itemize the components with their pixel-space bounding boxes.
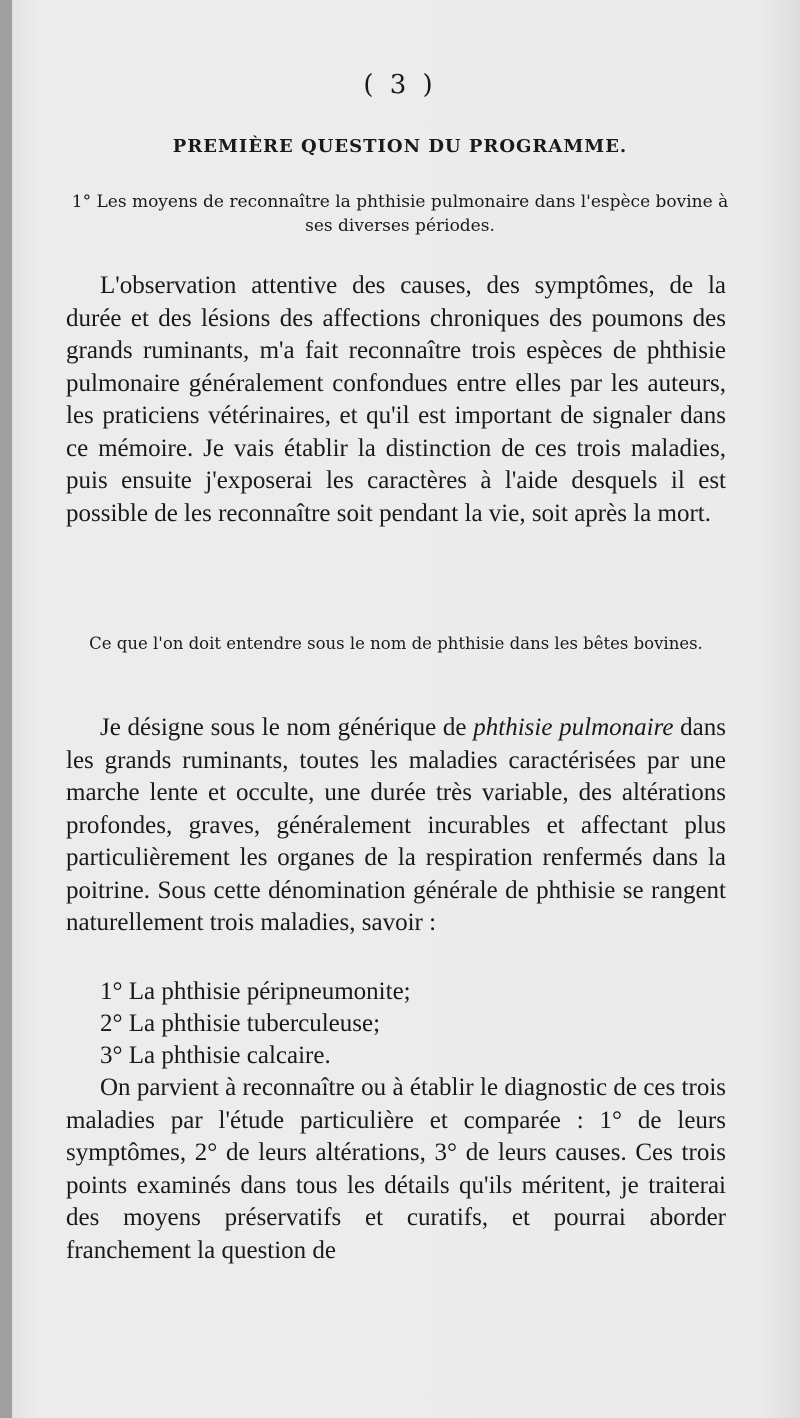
paragraph-3 [66,1072,726,1267]
list-item: 3° La phthisie calcaire. [100,1042,331,1069]
paragraph-1-text: L'observation attentive des causes, des symptômes, de la durée et des lésions des affections chroniques des poumons des grands ruminants, m'a fait reconnaître trois espèces de phthisie pulmonaire généralement confondues entre elles par les auteurs, les praticiens vétérinaires, et qu'il est important de signaler dans ce mémoire. Je vais établir la distinction de ces trois maladies, puis ensuite j'exposerai les caractères à l'aide desquels il est possible de les reconnaître soit pendant la vie, soit après la mort. [66,272,726,527]
paragraph-2-italic-term: phthisie pulmonaire [473,714,674,741]
page-edge [0,0,12,1418]
paragraph-1 [66,270,726,530]
question-text: 1° Les moyens de reconnaître la phthisie pulmonaire dans l'espèce bovine à ses diverses périodes. [71,192,729,236]
paragraph-2-text [66,712,726,940]
paragraph-3-text: On parvient à reconnaître ou à établir le diagnostic de ces trois maladies par l'étude particulière et comparée : 1° de leurs symptômes, 2° de leurs altérations, 3° de leurs causes. Ces trois points examinés dans tous les détails qu'ils méritent, je traiterai des moyens préservatifs et curatifs, et pourrai aborder franchement la question de [66,1074,726,1264]
list-item: 2° La phthisie tuberculeuse; [100,1010,381,1037]
disease-list [100,976,411,1072]
paragraph-2-rest: dans les grands ruminants, toutes les maladies caractérisées par une marche lente et occulte, une durée très variable, des altérations profondes, graves, généralement incurables et affectant plus particulièrement les organes de la respiration renfermés dans la poitrine. Sous cette dénomination générale de phthisie se rangent naturellement trois maladies, savoir : [66,714,727,936]
list-item: 1° La phthisie péripneumonite; [100,978,411,1005]
paragraph-2 [66,712,726,940]
page-number: ( 3 ) [363,70,437,100]
paragraph-2-start: Je désigne sous le nom générique de [100,714,474,741]
section-title: PREMIÈRE QUESTION DU PROGRAMME. [172,136,628,157]
subheading: Ce que l'on doit entendre sous le nom de phthisie dans les bêtes bovines. [89,634,703,653]
